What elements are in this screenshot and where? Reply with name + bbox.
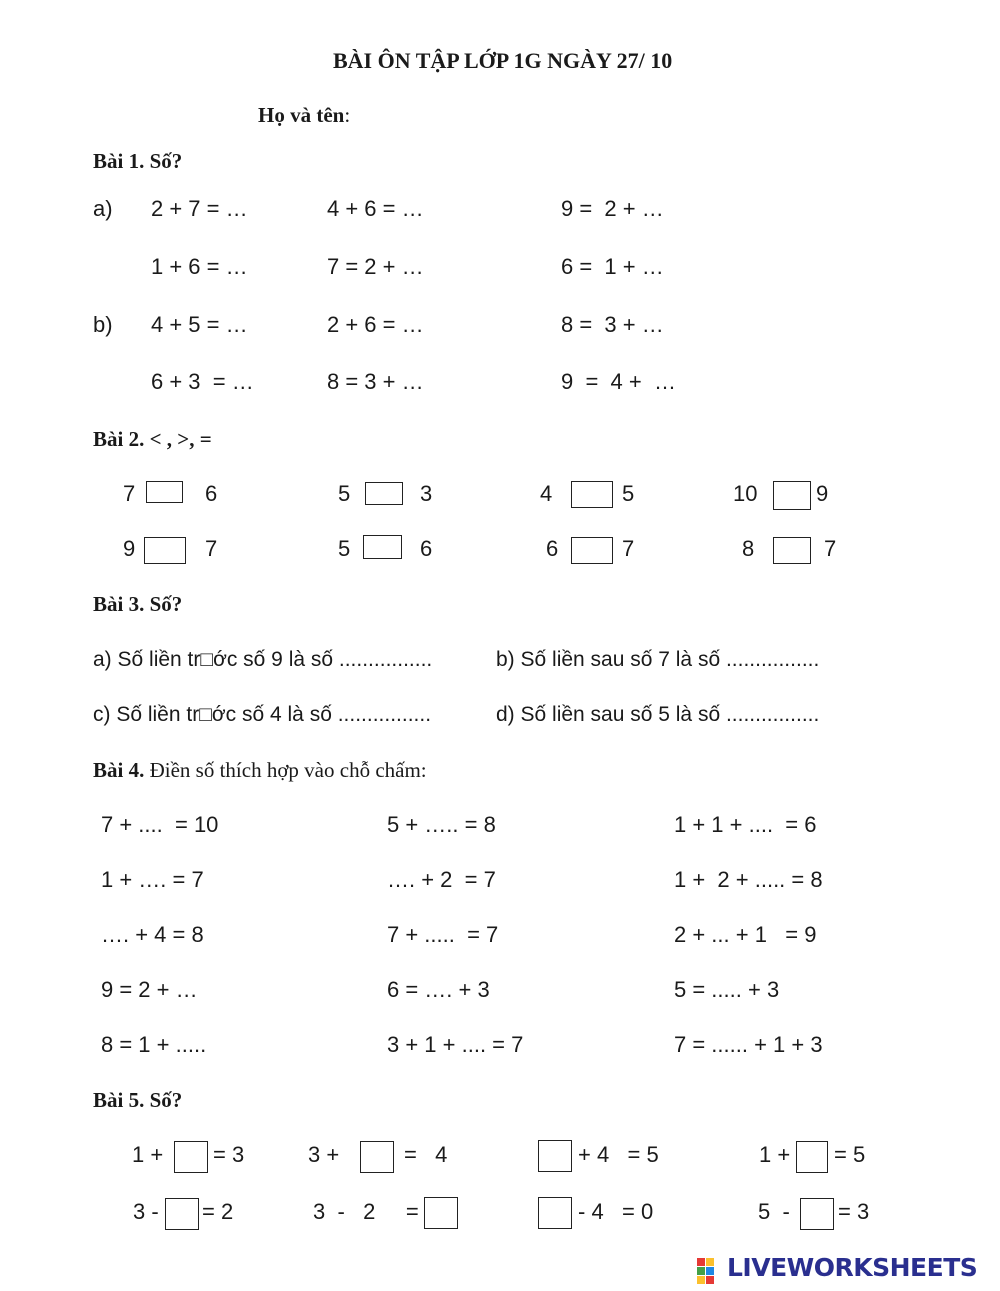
answer-box[interactable]	[165, 1198, 199, 1230]
compare-left-number: 5	[338, 536, 351, 561]
fill-blank-item: 1 + 1 + .... = 6	[674, 812, 817, 837]
fill-blank-item: 5 = ..... + 3	[674, 977, 780, 1002]
ex1-item: 2 + 7 = …	[151, 196, 248, 221]
ex1-item: 4 + 5 = …	[151, 312, 248, 337]
compare-left-number: 8	[742, 536, 755, 561]
part-a-label: a)	[93, 196, 113, 221]
ex1-item: 6 + 3 = …	[151, 369, 254, 394]
answer-box[interactable]	[796, 1141, 828, 1173]
compare-right-number: 6	[205, 481, 218, 506]
ex1-item: 9 = 2 + …	[561, 196, 664, 221]
compare-right-number: 6	[420, 536, 433, 561]
compare-right-number: 5	[622, 481, 635, 506]
compare-input-box[interactable]	[146, 481, 183, 503]
answer-box[interactable]	[538, 1140, 572, 1172]
compare-right-number: 3	[420, 481, 433, 506]
exercise-3-title: Bài 3. Số?	[93, 592, 183, 616]
ex1-item: 4 + 6 = …	[327, 196, 424, 221]
answer-box[interactable]	[174, 1141, 208, 1173]
fill-blank-item: …. + 4 = 8	[101, 922, 204, 947]
fill-blank-item: 6 = …. + 3	[387, 977, 490, 1002]
compare-input-box[interactable]	[773, 537, 811, 564]
compare-left-number: 4	[540, 481, 553, 506]
fill-blank-item: 2 + ... + 1 = 9	[674, 922, 817, 947]
equation-part: 3 -	[133, 1199, 159, 1224]
part-b-label: b)	[93, 312, 113, 337]
equation-part: = 4	[404, 1142, 448, 1167]
successor-item: a) Số liền tr□ớc số 9 là số ................	[93, 648, 433, 671]
fill-blank-item: 9 = 2 + …	[101, 977, 198, 1002]
successor-item: d) Số liền sau số 5 là số ................	[496, 703, 820, 726]
equation-part: = 5	[834, 1142, 866, 1167]
fill-blank-item: 1 + 2 + ..... = 8	[674, 867, 823, 892]
name-label: Họ và tên:	[258, 103, 351, 127]
brand-name: LIVEWORKSHEETS	[727, 1253, 978, 1282]
compare-input-box[interactable]	[144, 537, 186, 564]
fill-blank-item: 8 = 1 + .....	[101, 1032, 207, 1057]
fill-blank-item: 5 + ….. = 8	[387, 812, 496, 837]
equation-part: = 3	[838, 1199, 870, 1224]
fill-blank-item: 7 + .... = 10	[101, 812, 219, 837]
answer-box[interactable]	[424, 1197, 458, 1229]
compare-left-number: 7	[123, 481, 136, 506]
equation-part: = 3	[213, 1142, 245, 1167]
fill-blank-item: 7 = ...... + 1 + 3	[674, 1032, 823, 1057]
compare-left-number: 6	[546, 536, 559, 561]
equation-part: = 2	[202, 1199, 234, 1224]
ex1-item: 9 = 4 + …	[561, 369, 676, 394]
exercise-2-title: Bài 2. < , >, =	[93, 427, 212, 451]
compare-right-number: 7	[824, 536, 837, 561]
successor-item: b) Số liền sau số 7 là số ................	[496, 648, 820, 671]
answer-box[interactable]	[360, 1141, 394, 1173]
equation-part: 1 +	[132, 1142, 164, 1167]
compare-input-box[interactable]	[365, 482, 403, 505]
equation-part: + 4 = 5	[578, 1142, 659, 1167]
ex1-item: 7 = 2 + …	[327, 254, 424, 279]
equation-part: 3 - 2 =	[313, 1199, 419, 1224]
ex1-item: 2 + 6 = …	[327, 312, 424, 337]
compare-input-box[interactable]	[571, 537, 613, 564]
fill-blank-item: 1 + …. = 7	[101, 867, 204, 892]
equation-part: - 4 = 0	[578, 1199, 654, 1224]
exercise-4-title: Bài 4. Điền số thích hợp vào chỗ chấm:	[93, 758, 427, 782]
equation-part: 1 +	[759, 1142, 791, 1167]
compare-right-number: 9	[816, 481, 829, 506]
ex1-item: 8 = 3 + …	[327, 369, 424, 394]
compare-left-number: 10	[733, 481, 758, 506]
compare-left-number: 5	[338, 481, 351, 506]
worksheet-title: BÀI ÔN TẬP LỚP 1G NGÀY 27/ 10	[333, 48, 673, 73]
answer-box[interactable]	[538, 1197, 572, 1229]
compare-right-number: 7	[622, 536, 635, 561]
fill-blank-item: 7 + ..... = 7	[387, 922, 499, 947]
compare-input-box[interactable]	[773, 481, 811, 510]
fill-blank-item: …. + 2 = 7	[387, 867, 496, 892]
equation-part: 5 -	[758, 1199, 790, 1224]
ex1-item: 8 = 3 + …	[561, 312, 664, 337]
compare-input-box[interactable]	[571, 481, 613, 508]
fill-blank-item: 3 + 1 + .... = 7	[387, 1032, 524, 1057]
exercise-5-title: Bài 5. Số?	[93, 1088, 183, 1112]
compare-input-box[interactable]	[363, 535, 402, 559]
compare-right-number: 7	[205, 536, 218, 561]
successor-item: c) Số liền tr□ớc số 4 là số ................	[93, 703, 432, 726]
answer-box[interactable]	[800, 1198, 834, 1230]
equation-part: 3 +	[308, 1142, 340, 1167]
ex1-item: 6 = 1 + …	[561, 254, 664, 279]
exercise-1-title: Bài 1. Số?	[93, 149, 183, 173]
compare-left-number: 9	[123, 536, 136, 561]
ex1-item: 1 + 6 = …	[151, 254, 248, 279]
logo-icon	[697, 1258, 723, 1284]
